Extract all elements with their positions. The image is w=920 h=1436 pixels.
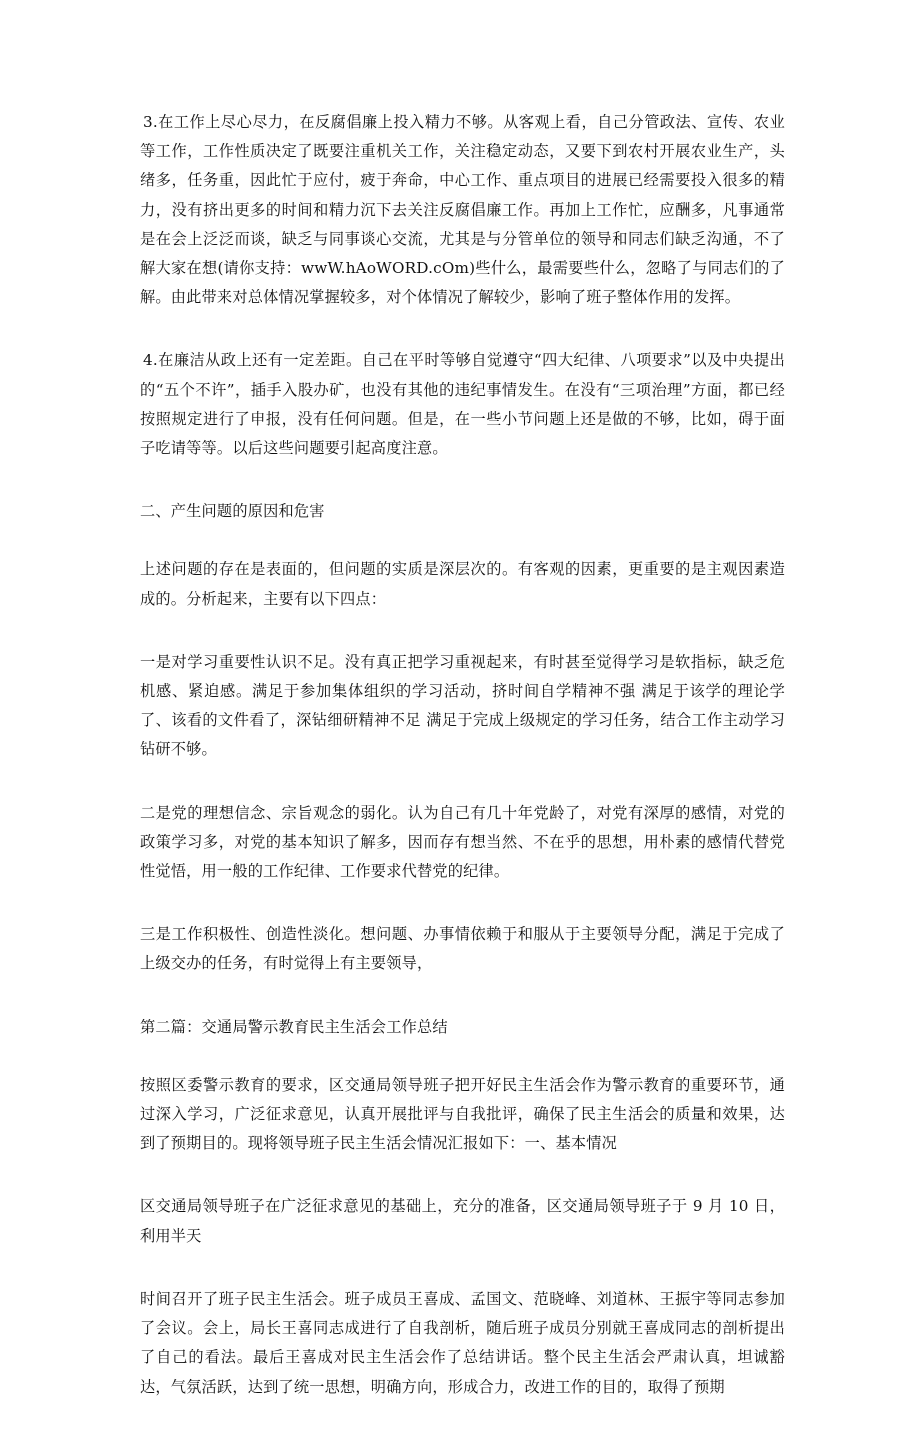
paragraph-point-two-ideals: 二是党的理想信念、宗旨观念的弱化。认为自己有几十年党龄了，对党有深厚的感情，对党的政策学习多，对党的基本知识了解多，因而存有想当然、不在乎的思想，用朴素的感情代替党性觉悟，用一般的工作纪律、工作要求代替党的纪律。 — [140, 803, 785, 881]
paragraph-3-anti-corruption-effort: 3.在工作上尽心尽力，在反腐倡廉上投入精力不够。从客观上看，自己分管政法、宣传、农业等工作，工作性质决定了既要注重机关工作，关注稳定动态，又要下到农村开展农业生产，头绪多，任务重，因此忙于应付，疲于奔命，中心工作、重点项目的进展已经需要投入很多的精力，没有挤出更多的时间和精力沉下去关注反腐倡廉工作。再加上工作忙，应酬多，凡事通常是在会上泛泛而谈，缺乏与同事谈心交流，尤其是与分管单位的领导和同志们缺乏沟通，不了解大家在想(请你支持：wwW.hAoWORD.cOm)些什么，最需要些什么，忽略了与同志们的了解。由此带来对总体情况掌握较多，对个体情况了解较少，影响了班子整体作用的发挥。 — [140, 113, 785, 307]
paragraph-meeting-details: 时间召开了班子民主生活会。班子成员王喜成、孟国文、范晓峰、刘道林、王振宇等同志参加了会议。会上，局长王喜同志成进行了自我剖析，随后班子成员分别就王喜成同志的剖析提出了自己的看法。最后王喜成对民主生活会作了总结讲话。整个民主生活会严肃认真，坦诚豁达，气氛活跃，达到了统一思想，明确方向，形成合力，改进工作的目的，取得了预期 — [140, 1289, 785, 1396]
paragraph-point-one-study: 一是对学习重要性认识不足。没有真正把学习重视起来，有时甚至觉得学习是软指标，缺乏危机感、紧迫感。满足于参加集体组织的学习活动，挤时间自学精神不强 满足于该学的理论学了、该看的文件看了，深钻细研精神不足 满足于完成上级规定的学习任务，结合工作主动学习钻研不够。 — [140, 652, 785, 759]
paragraph-meeting-overview: 按照区委警示教育的要求，区交通局领导班子把开好民主生活会作为警示教育的重要环节，通过深入学习，广泛征求意见，认真开展批评与自我批评，确保了民主生活会的质量和效果，达到了预期目的。现将领导班子民主生活会情况汇报如下：一、基本情况 — [140, 1075, 785, 1153]
paragraph-point-three-initiative: 三是工作积极性、创造性淡化。想问题、办事情依赖于和服从于主要领导分配，满足于完成了上级交办的任务，有时觉得上有主要领导， — [140, 925, 785, 973]
section-heading-causes: 二、产生问题的原因和危害 — [140, 502, 325, 521]
document-body — [140, 108, 785, 1436]
article-two-title: 第二篇：交通局警示教育民主生活会工作总结 — [140, 1017, 448, 1036]
paragraph-analysis-intro: 上述问题的存在是表面的，但问题的实质是深层次的。有客观的因素，更重要的是主观因素造成的。分析起来，主要有以下四点： — [140, 560, 785, 608]
paragraph-meeting-preparation: 区交通局领导班子在广泛征求意见的基础上，充分的准备，区交通局领导班子于 9 月 10 日，利用半天 — [140, 1197, 785, 1245]
paragraph-4-integrity-gap: 4.在廉洁从政上还有一定差距。自己在平时等够自觉遵守“四大纪律、八项要求”以及中央提出的“五个不许”，插手入股办矿，也没有其他的违纪事情发生。在没有“三项治理”方面，都已经按照规定进行了申报，没有任何问题。但是，在一些小节问题上还是做的不够，比如，碍于面子吃请等等。以后这些问题要引起高度注意。 — [140, 351, 785, 458]
